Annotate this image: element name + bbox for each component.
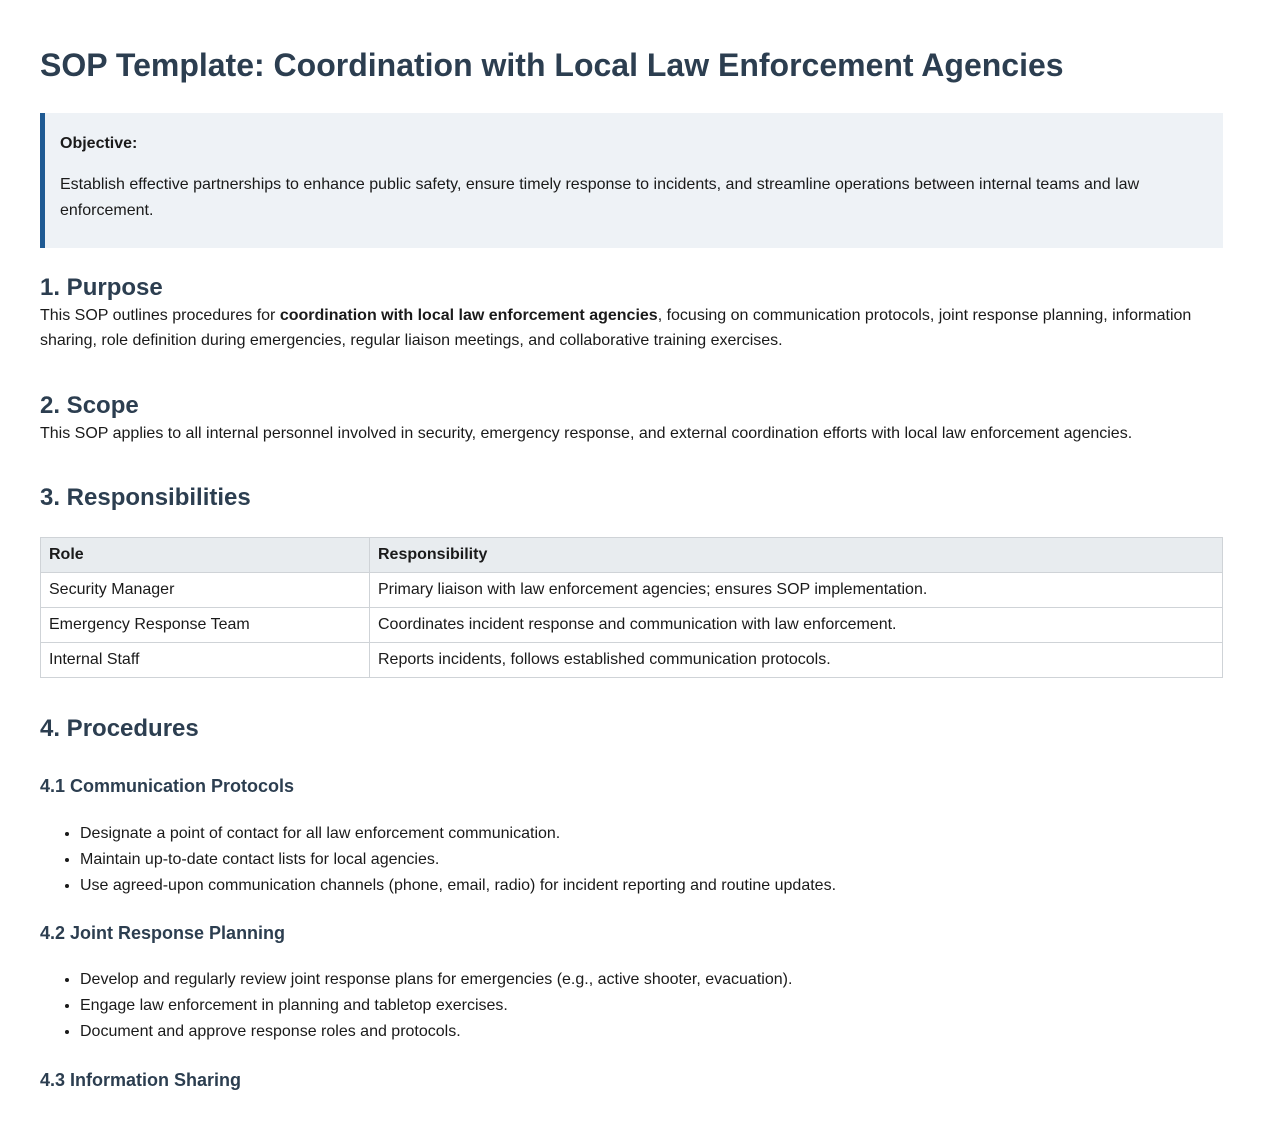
purpose-text-after: , focusing on communication protocols, joint response planning, information sharing, role definition during emergencies, regular liaison meetings, and collaborative training exercises. [40, 307, 1192, 349]
section-heading-procedures: 4. Procedures [40, 715, 199, 742]
purpose-paragraph [40, 303, 1223, 353]
list-item: • Engage law enforcement in planning and tabletop exercises. [80, 993, 1223, 1019]
column-header-role: Role [41, 538, 370, 573]
responsibilities-table [40, 537, 1223, 678]
table-row [41, 643, 1223, 678]
list-item: • Designate a point of contact for all law enforcement communication. [80, 821, 1223, 847]
table-row [41, 573, 1223, 608]
table-cell-responsibility: Reports incidents, follows established communication protocols. [370, 643, 1223, 678]
communication-protocols-list [40, 821, 1223, 899]
table-cell-role: Emergency Response Team [41, 608, 370, 643]
objective-label: Objective: [60, 135, 138, 152]
subsection-heading-joint-response-planning: 4.2 Joint Response Planning [40, 923, 286, 943]
table-cell-responsibility: Coordinates incident response and communication with law enforcement. [370, 608, 1223, 643]
list-item: • Use agreed-upon communication channels (phone, email, radio) for incident reporting and routine updates. [80, 873, 1223, 899]
joint-response-planning-list [40, 967, 1223, 1045]
list-item: • Maintain up-to-date contact lists for local agencies. [80, 847, 1223, 873]
table-cell-role: Internal Staff [41, 643, 370, 678]
table-cell-responsibility: Primary liaison with law enforcement agencies; ensures SOP implementation. [370, 573, 1223, 608]
list-item: • Develop and regularly review joint response plans for emergencies (e.g., active shooter, evacuation). [80, 967, 1223, 993]
subsection-heading-communication-protocols: 4.1 Communication Protocols [40, 776, 295, 796]
objective-callout [40, 113, 1223, 248]
purpose-text-bold: coordination with local law enforcement agencies [279, 307, 658, 324]
objective-text: Establish effective partnerships to enhance public safety, ensure timely response to incidents, and streamline operations between internal teams and law enforcement. [60, 176, 1140, 219]
section-heading-purpose: 1. Purpose [40, 274, 163, 301]
list-item: • Document and approve response roles and protocols. [80, 1019, 1223, 1045]
table-header-row [41, 538, 1223, 573]
table-row [41, 608, 1223, 643]
purpose-text-before: This SOP outlines procedures for [40, 307, 280, 324]
section-heading-responsibilities: 3. Responsibilities [40, 484, 251, 511]
section-heading-scope: 2. Scope [40, 392, 139, 419]
column-header-responsibility: Responsibility [370, 538, 1223, 573]
scope-paragraph: This SOP applies to all internal personnel involved in security, emergency response, and external coordination efforts with local law enforcement agencies. [40, 425, 1133, 442]
table-cell-role: Security Manager [41, 573, 370, 608]
subsection-heading-information-sharing: 4.3 Information Sharing [40, 1070, 242, 1090]
page-title: SOP Template: Coordination with Local Law Enforcement Agencies [40, 47, 1064, 83]
